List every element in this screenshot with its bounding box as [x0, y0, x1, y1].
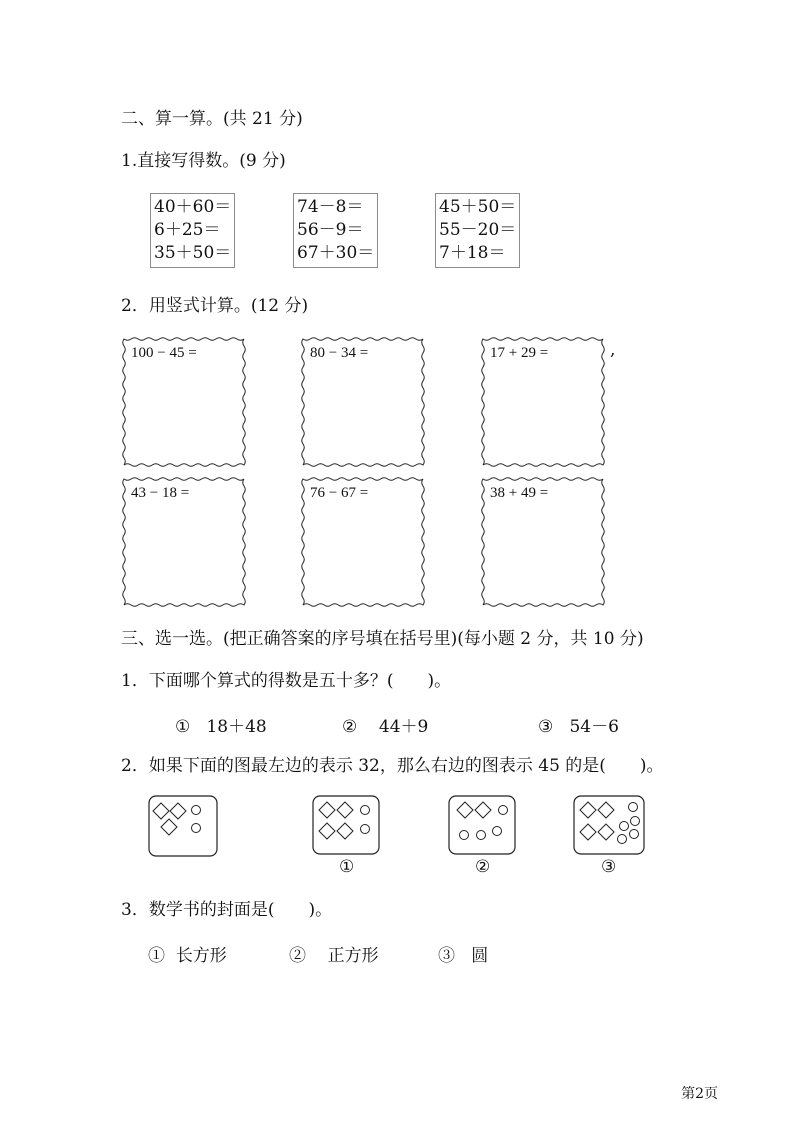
- calc-box-2: [293, 193, 378, 268]
- option-1[interactable]: [148, 941, 227, 966]
- calc-box-3: [435, 193, 520, 268]
- question-figure-represents-45: 2．如果下面的图最左边的表示 32，那么右边的图表示 45 的是( )。: [121, 756, 664, 776]
- option-marker: ②: [289, 946, 306, 966]
- section3-title: 三、选一选。(把正确答案的序号填在括号里)(每小题 2 分，共 10 分): [121, 629, 644, 649]
- figure-option-2[interactable]: [448, 795, 516, 855]
- calc-item: 55－20＝: [439, 220, 517, 240]
- calc-item: 6＋25＝: [154, 220, 221, 240]
- vertical-calc-expression: 38 + 49 =: [490, 485, 549, 501]
- option-1[interactable]: [175, 712, 267, 737]
- vertical-calc-box[interactable]: [300, 336, 426, 468]
- question-vertical-calc: 2．用竖式计算。(12 分): [121, 296, 309, 316]
- option-marker: ③: [538, 717, 554, 737]
- option-2[interactable]: [289, 941, 379, 966]
- question-math-book-cover: 3．数学书的封面是( )。: [121, 900, 333, 920]
- option-marker: ①: [148, 946, 165, 966]
- calc-item: 45＋50＝: [439, 197, 517, 217]
- vertical-calc-expression: 100 − 45 =: [131, 345, 197, 361]
- option-text: 44＋9: [378, 717, 429, 737]
- option-marker: ③: [438, 946, 455, 966]
- figure-option-3[interactable]: [573, 795, 645, 855]
- vertical-calc-expression: 43 − 18 =: [131, 485, 190, 501]
- option-3[interactable]: [438, 941, 488, 966]
- option-marker: ①: [175, 717, 191, 737]
- option-text: 18＋48: [206, 717, 267, 737]
- vertical-calc-expression: 80 − 34 =: [310, 345, 369, 361]
- option-marker: ②: [342, 717, 358, 737]
- stray-comma: ,: [610, 340, 616, 360]
- option-text: 长方形: [175, 946, 227, 966]
- page-number: 第2页: [681, 1086, 718, 1102]
- vertical-calc-box[interactable]: [300, 476, 426, 608]
- calc-item: 67＋30＝: [297, 243, 375, 263]
- calc-item: 35＋50＝: [154, 243, 232, 263]
- question-fifty-something: 1．下面哪个算式的得数是五十多？( )。: [121, 671, 452, 691]
- calc-item: 40＋60＝: [154, 197, 232, 217]
- figure-label: ①: [339, 857, 355, 877]
- figure-option-1[interactable]: [312, 795, 380, 855]
- calc-box-1: [150, 193, 235, 268]
- vertical-calc-expression: 17 + 29 =: [490, 345, 549, 361]
- figure-reference: [148, 795, 218, 857]
- option-3[interactable]: [538, 712, 619, 737]
- vertical-calc-box[interactable]: [121, 476, 247, 608]
- option-2[interactable]: [342, 712, 428, 737]
- option-text: 圆: [471, 946, 489, 966]
- option-text: 54－6: [569, 717, 619, 737]
- vertical-calc-box[interactable]: [480, 476, 606, 608]
- figure-label: ②: [475, 857, 491, 877]
- figure-label: ③: [601, 857, 617, 877]
- question-direct-calc: 1.直接写得数。(9 分): [121, 151, 286, 171]
- calc-item: 7＋18＝: [439, 243, 506, 263]
- calc-item: 74－8＝: [297, 197, 364, 217]
- vertical-calc-expression: 76 − 67 =: [310, 485, 369, 501]
- calc-item: 56－9＝: [297, 220, 364, 240]
- vertical-calc-box[interactable]: [121, 336, 247, 468]
- section2-title: 二、算一算。(共 21 分): [121, 109, 303, 129]
- vertical-calc-box[interactable]: [480, 336, 606, 468]
- option-text: 正方形: [327, 946, 379, 966]
